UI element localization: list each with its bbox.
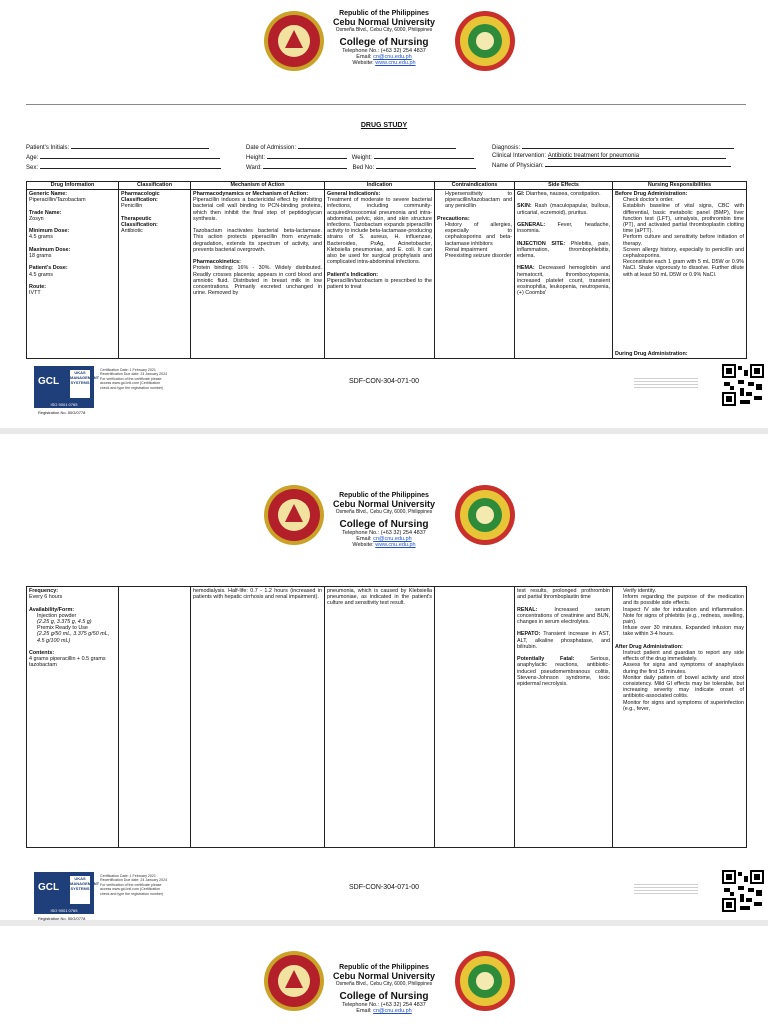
email-label: Email: <box>356 54 374 61</box>
letterhead: Republic of the Philippines Cebu Normal University Osmeña Blvd., Cebu City, 6000, Philippines College of Nursing Telephone No.: (+63 32) 254 4837 Email: cn@cnu.edu.ph Website: www.cnu.edu.ph <box>0 434 768 504</box>
college-name: College of Nursing <box>339 37 429 49</box>
contraindications-cell <box>435 587 515 848</box>
mechanism-cell: Pharmacodynamics or Mechanism of Action: Piperacillin induces a bactericidal effect by inhibiting bacterial cell wall binding to PCN-binding proteins, which then inhibit the final step of peptidoglycan synthesis. Tazobactam inactivates bacterial beta-lactamase. This action protects piperacillin from enzymatic degradation, extends its spectrum of activity, and prevents bacterial overgrowth. Pharmacokinetics: Protein binding: 16% - 30%. Widely distributed. Readily crosses placenta; appears in cord blood and amniotic fluid. Distributed in breast milk in low concentrations. Primarily excreted unchanged in urine. Removed by <box>191 190 325 359</box>
col-drug-info: Drug Information <box>27 182 119 190</box>
letterhead <box>0 0 768 82</box>
patient-info-col3: Diagnosis: Clinical Intervention: Antibiotic treatment for pneumonia Name of Physician: <box>492 142 734 170</box>
certification-text: Certification Date: 1 February 2021 Recertification Due date: 24 January 2024 For verification of the certificate please access www.gcl-intl.com (Certification check and type the registration number) <box>100 874 168 896</box>
certification-text: Certification Date: 1 February 2021 Recertification Due date: 24 January 2024 For verification of the certificate please access www.gcl-intl.com (Certification check and type the registration number) <box>100 368 168 390</box>
contraindications-cell: • Hypersensitivity to piperacillin/tazobactam and any penicillin Precautions: • History of allergies, especially to cephalosporins and beta-lactamase inhibitors • Renal impairment • Preexisting seizure disorder <box>435 190 515 359</box>
col-side-effects: Side Effects <box>515 182 613 190</box>
intervention-value: Antibiotic treatment for pneumonia <box>548 152 726 159</box>
table-row <box>27 587 747 848</box>
patient-info-col1: Patient's Initials: Age: Sex: <box>26 142 221 172</box>
page-3: Republic of the Philippines Cebu Normal University Osmeña Blvd., Cebu City, 6000, Philippines College of Nursing Telephone No.: (+63 32) 254 4837 Email: cn@cnu.edu.ph <box>0 926 768 1024</box>
qr-code-icon <box>722 870 764 912</box>
nursing-cell: Before Drug Administration: • Check doctor's order. • Establish baseline of vital signs, CBC with differential, basic metabolic panel (BMP), liver function test (LFT), urinalysis, prothrombin time (PT), and activated partial thromboplastin clotting time (aPTT). • Perform culture and sensitivity before initiation of therapy. • Screen allergy history, especially to penicillin and cephalosporins. • Reconstitute each 1 gram with 5 mL D5W or 0.9% NaCl. Shake vigorously to dissolve. Further dilute with at least 50 mL D5W or 0.9% NaCl. During Drug Administration: <box>613 190 747 359</box>
website-label: Website: <box>352 60 376 67</box>
email-link[interactable]: cn@cnu.edu.ph <box>373 54 412 61</box>
university-name: Cebu Normal University <box>332 16 436 27</box>
telephone: Telephone No.: (+63 32) 254 4837 <box>342 48 426 55</box>
qr-code-icon <box>722 364 764 406</box>
col-classification: Classification <box>119 182 191 190</box>
gcl-logo: GCL UKAS MANAGEMENT SYSTEMS <box>34 366 94 402</box>
website-link[interactable]: www.cnu.edu.ph <box>375 542 416 549</box>
mechanism-cell: hemodialysis. Half-life: 0.7 - 1.2 hours (increased in patients with hepatic cirrhosis and renal impairment). <box>191 587 325 848</box>
side-effects-cell: GI: Diarrhea, nausea, constipation. SKIN: Rash (maculopapular, bullous, urticarial, eczemoid), pruritus. GENERAL: Fever, headache, insomnia. INJECTION SITE: Phlebitis, pain, inflammation, thrombophlebitis, edema. HEMA: Decreased hemoglobin and hematocrit, thrombocytopenia, increased platelet count, transient eosinophilia, leukopenia, neutropenia, (+) Coombs' <box>515 190 613 359</box>
col-indication: Indication <box>325 182 435 190</box>
gcl-logo: GCL UKAS MANAGEMENT SYSTEMS <box>34 872 94 908</box>
page-footer: GCL UKAS MANAGEMENT SYSTEMS ISO 9001 0765 Registration No. 50G/0778 Certification Date: 1 February 2021 Recertification Due date: 24 January 2024 For verification of the certificate please access www.gcl-intl.com (Certification check and type the registration number) SDF-CON-304-071-00 <box>0 864 768 934</box>
col-mechanism: Mechanism of Action <box>191 182 325 190</box>
indication-cell: General Indication/s: Treatment of moderate to severe bacterial infections, including community-acquired/nosocomial pneumonia and intra-abdominal, pelvic, skin, and skin structure infections. Tazobactam expands piperacillin activity to include beta-lactamase-producing strains of S. aureus, H. influenzae, Bacteroides, PsAg, Acinetobacter, Klebsiella pneumoniae, and E. coli. It can also be used for surgical prophylaxis and complicated intra-abdominal infections. Patient's Indication: Piperacillin/tazobactam is prescribed to the patient to treat <box>325 190 435 359</box>
header-divider <box>26 104 746 105</box>
republic-text: Republic of the Philippines <box>339 10 429 17</box>
email-link[interactable]: cn@cnu.edu.ph <box>373 536 412 543</box>
drug-study-table <box>26 181 747 359</box>
drug-study-table-continued <box>26 586 747 848</box>
website-link[interactable]: www.cnu.edu.ph <box>375 60 416 67</box>
drug-info-cell: Generic Name: Piperacillin/Tazobactam Trade Name: Zosyn Minimum Dose: 4.5 grams Maximum Dose: 18 grams Patient's Dose: 4.5 grams Route: IVTT <box>27 190 119 359</box>
col-contraindications: Contraindications <box>435 182 515 190</box>
table-row <box>27 190 747 359</box>
email-link[interactable]: cn@cnu.edu.ph <box>373 1008 412 1015</box>
indication-cell: pneumonia, which is caused by Klebsiella pneumoniae, as indicated in the patient's culture and sensitivity test result. <box>325 587 435 848</box>
nursing-cell: • Verify identity. • Inform regarding the purpose of the medication and its possible side effects. • Inspect IV site for induration and inflammation. Note for signs of phlebitis (e.g., redness, swelling, pain). • Infuse over 30 minutes. Expanded infusion may take within 3-4 hours. After Drug Administration: • Instruct patient and guardian to report any side effects of the drug immediately. • Assess for signs and symptoms of anaphylaxis during the first 15 minutes. • Monitor daily pattern of bowel activity and stool consistency. Mild GI effects may be tolerable, but increasing severity may indicate onset of antibiotic-associated colitis. • Monitor for signs and symptoms of superinfection (e.g., fever, <box>613 587 747 848</box>
document-title: DRUG STUDY <box>360 122 408 129</box>
side-effects-cell: test results, prolonged prothrombin and partial thromboplastin time RENAL: Increased serum concentrations of creatinine and BUN, changes in serum electrolytes. HEPATO: Transient increase in AST, ALT, alkaline phosphatase, and bilirubin. Potentially Fatal: Serious, anaphylactic reactions, antibiotic-induced pseudomembranous colitis, Stevens-Johnson syndrome, toxic epidermal necrolysis. <box>515 587 613 848</box>
document-code: SDF-CON-304-071-00 <box>348 378 420 385</box>
page-2 <box>0 434 768 920</box>
drug-info-cell: Frequency: Every 6 hours Availability/Form: • Injection powder (2.25 g, 3.375 g, 4.5 g) • Premix Ready to Use (2.25 g/50 mL, 3.375 g/50 mL, 4.5 g/100 mL) Contents: 4 grams piperacillin + 0.5 grams tazobactam <box>27 587 119 848</box>
classification-cell: Pharmacologic Classification: Penicillin Therapeutic Classification: Antibiotic <box>119 190 191 359</box>
page-1 <box>0 0 768 428</box>
classification-cell <box>119 587 191 848</box>
university-address: Osmeña Blvd., Cebu City, 6000, Philippines <box>335 26 433 33</box>
col-nursing: Nursing Responsibilities <box>613 182 747 190</box>
table-header-row <box>27 182 747 190</box>
page-footer: GCL UKAS MANAGEMENT SYSTEMS ISO 9001 0765 Registration No. 50G/0778 Certification Date: 1 February 2021 Recertification Due date: 24 January 2024 For verification of the certificate please access www.gcl-intl.com (Certification check and type the registration number) SDF-CON-304-071-00 <box>0 358 768 428</box>
document-code: SDF-CON-304-071-00 <box>348 884 420 891</box>
patient-info-col2: Date of Admission: Height: Weight: Ward: Bed No: <box>246 142 476 172</box>
